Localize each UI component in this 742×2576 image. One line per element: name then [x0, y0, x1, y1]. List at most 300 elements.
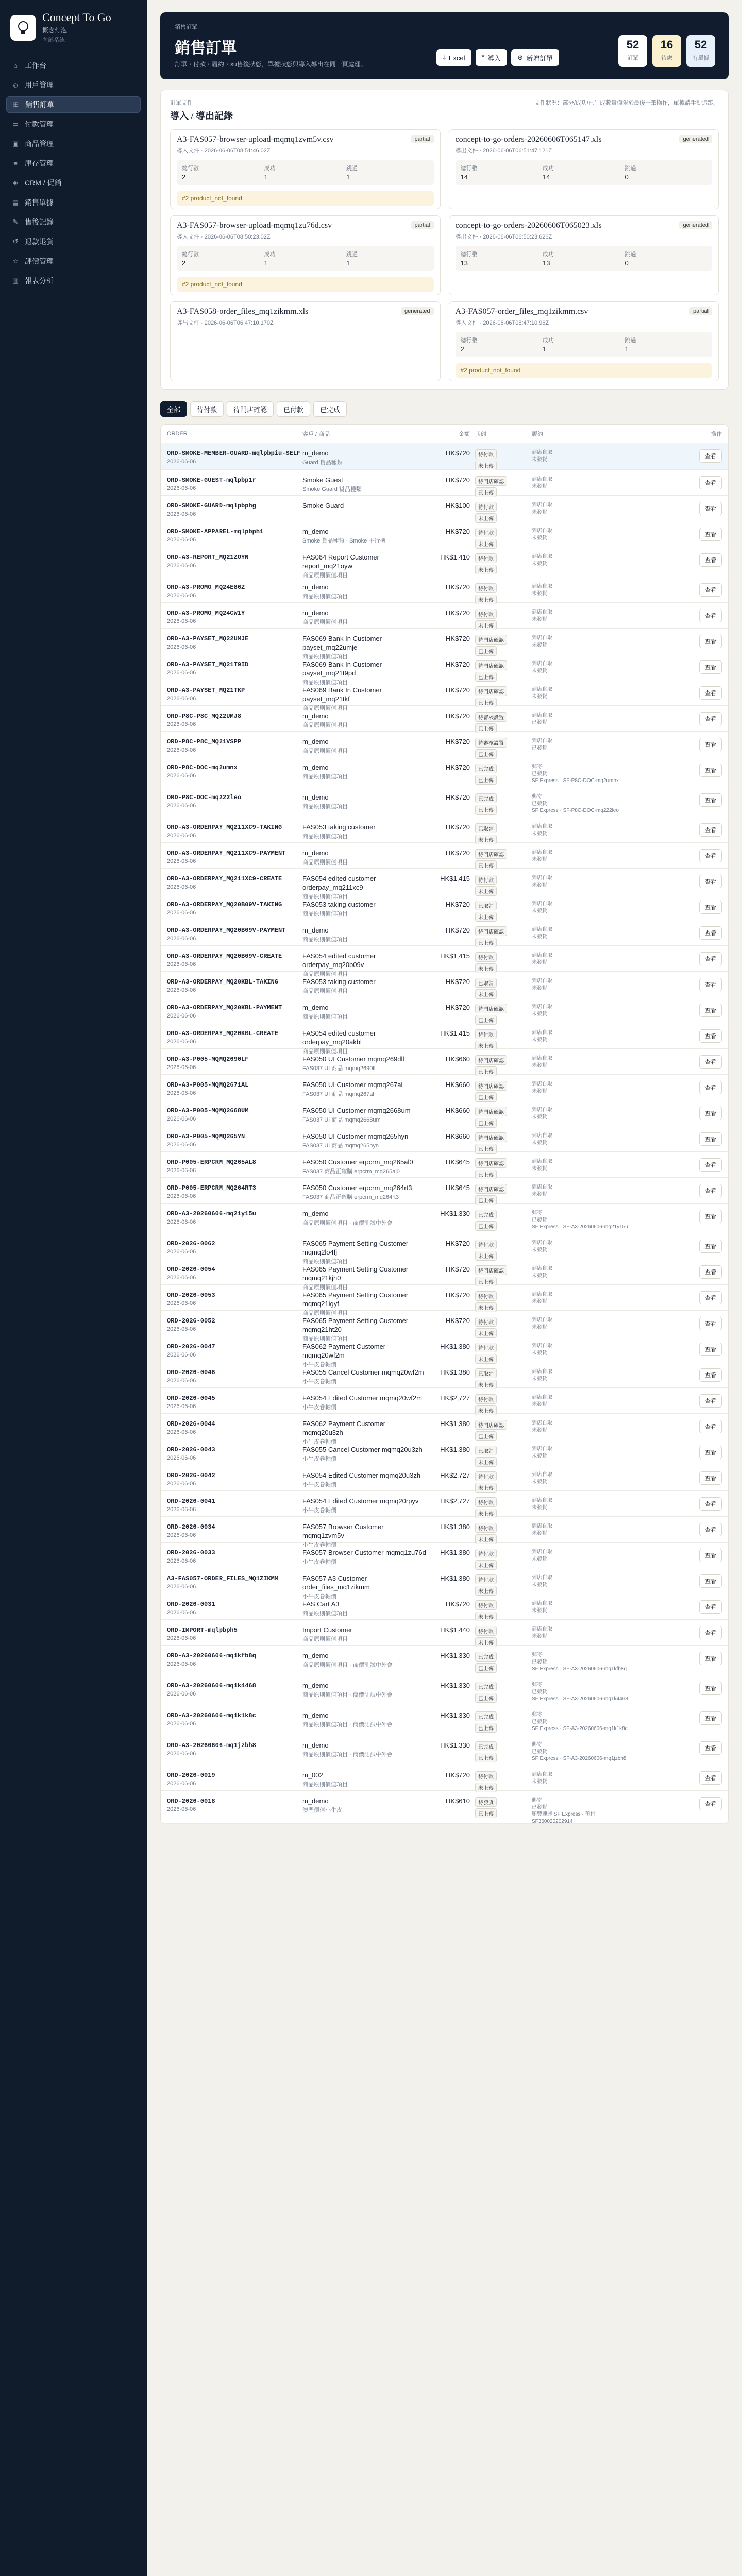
status-badge: 未上傳 — [475, 1041, 497, 1050]
order-number[interactable]: ORD-A3-20260606-mq1k1k8c — [167, 1712, 256, 1719]
view-order-button[interactable]: 查看 — [699, 1626, 722, 1639]
order-number[interactable]: ORD-A3-ORDERPAY_MQ20B09V-TAKING — [167, 901, 282, 908]
order-cell — [161, 470, 302, 492]
view-order-button[interactable]: 查看 — [699, 1549, 722, 1562]
order-number[interactable]: ORD-A3-20260606-mq1k4468 — [167, 1682, 256, 1689]
table-row — [161, 1543, 728, 1568]
order-number[interactable]: ORD-P005-ERPCRM_MQ265AL8 — [167, 1159, 256, 1166]
customer-name: m_demo — [302, 849, 329, 857]
fulfilment-line: 到店自取 — [532, 1626, 552, 1632]
view-order-button[interactable]: 查看 — [699, 849, 722, 862]
stat-cell — [461, 164, 543, 181]
file-error: #2 product_not_found — [456, 363, 713, 378]
order-amount: HK$720 — [446, 712, 470, 720]
product-summary: 澳門價值小牛皮 — [302, 1807, 342, 1814]
home-icon: ⌂ — [13, 61, 18, 70]
sidebar-item-4[interactable] — [6, 135, 141, 152]
stat-value: 1 — [346, 173, 350, 181]
view-order-button[interactable]: 查看 — [699, 553, 722, 567]
status-badge: 待付款 — [475, 583, 497, 593]
view-order-button[interactable]: 查看 — [699, 1029, 722, 1043]
customer-cell — [302, 470, 426, 493]
tab-2[interactable]: 待門店確認 — [227, 401, 274, 417]
view-order-button[interactable]: 查看 — [699, 1652, 722, 1665]
action-cell — [655, 894, 728, 914]
status-badge: 待門店確認 — [475, 660, 507, 670]
order-number[interactable]: ORD-A3-20260606-mq21y15u — [167, 1210, 256, 1217]
status-badge: 待門店確認 — [475, 1081, 507, 1091]
view-order-button[interactable]: 查看 — [699, 1471, 722, 1485]
col-actions: 操作 — [711, 431, 722, 437]
order-number[interactable]: ORD-SMOKE-MEMBER-GUARD-mqlpbpiu-SELF — [167, 450, 301, 457]
order-amount: HK$1,380 — [440, 1343, 470, 1350]
order-cell — [161, 1259, 302, 1281]
order-number[interactable]: ORD-2026-0044 — [167, 1420, 215, 1428]
table-row — [161, 706, 728, 732]
status-badge: 未上傳 — [475, 1405, 497, 1415]
status-badge: 已上傳 — [475, 646, 497, 656]
order-number[interactable]: ORD-A3-P005-MQMQ2671AL — [167, 1081, 249, 1089]
status-cell — [475, 1178, 532, 1207]
brand — [0, 0, 147, 52]
order-date: 2026-06-06 — [167, 1806, 196, 1813]
view-order-button[interactable]: 查看 — [699, 660, 722, 674]
status-badge: 已上傳 — [475, 1221, 497, 1231]
view-order-button[interactable]: 查看 — [699, 738, 722, 751]
tab-1[interactable]: 待付款 — [190, 401, 224, 417]
table-row — [161, 680, 728, 711]
panel-title: 導入 / 導出記錄 — [170, 111, 233, 121]
order-number[interactable]: ORD-P8C-P8C_MQ21VSPP — [167, 738, 242, 745]
fulfilment-line: 到店自取 — [532, 1081, 552, 1087]
view-order-button[interactable]: 查看 — [699, 1240, 722, 1253]
view-order-button[interactable]: 查看 — [699, 609, 722, 622]
status-cell — [475, 1204, 532, 1232]
view-order-button[interactable]: 查看 — [699, 952, 722, 965]
product-summary: FAS037 UI 商品 mqmq267al — [302, 1091, 374, 1097]
fulfilment-line: 未發貨 — [532, 483, 547, 489]
order-number[interactable]: ORD-P8C-DOC-mq2umnx — [167, 764, 238, 771]
table-row — [161, 1568, 728, 1600]
order-amount: HK$100 — [446, 502, 470, 510]
fulfilment-line: 到店自取 — [532, 609, 552, 615]
view-order-button[interactable]: 查看 — [699, 449, 722, 463]
order-number[interactable]: ORD-2026-0031 — [167, 1601, 215, 1608]
status-badge: 待付款 — [475, 1029, 497, 1039]
fulfilment-line: 到店自取 — [532, 850, 552, 855]
product-summary: Smoke 貨品種類 · Smoke 平行機 — [302, 537, 386, 544]
order-number[interactable]: ORD-2026-0018 — [167, 1798, 215, 1805]
file-name: concept-to-go-orders-20260606T065023.xls — [455, 221, 602, 230]
view-order-button[interactable]: 查看 — [699, 1682, 722, 1695]
order-number[interactable]: ORD-A3-P005-MQMQ265YN — [167, 1133, 245, 1140]
order-date: 2026-06-06 — [167, 670, 196, 676]
import-button[interactable]: ⤒ 導入 — [476, 49, 508, 66]
page-subtitle: 訂單・付款・履約・su售後狀態，單據狀態與導入導出在同一頁處理。 — [175, 61, 367, 68]
status-cell — [475, 1100, 532, 1129]
order-number[interactable]: A3-FAS057-ORDER_FILES_MQ1ZIKMM — [167, 1575, 279, 1582]
fulfilment-cell — [532, 757, 655, 785]
status-cell — [475, 547, 532, 576]
table-row — [161, 869, 728, 900]
sidebar-item-label: 銷售單據 — [25, 198, 54, 207]
panel-note: 文件狀況：部分/成功/已生成數量僅限於最後一筆操作，單據請手動追蹤。 — [534, 100, 719, 106]
order-date: 2026-06-06 — [167, 1116, 196, 1123]
view-order-button[interactable]: 查看 — [699, 1291, 722, 1304]
stat-value: 14 — [543, 173, 550, 181]
view-order-button[interactable]: 查看 — [699, 1343, 722, 1356]
stat-label: 跳過 — [346, 251, 358, 258]
status-cell — [475, 1791, 532, 1820]
view-order-button[interactable]: 查看 — [699, 1055, 722, 1069]
table-row — [161, 1646, 728, 1675]
stat-cell — [543, 164, 625, 181]
action-cell — [655, 654, 728, 674]
status-badge: 待門店確認 — [475, 926, 507, 936]
sidebar-item-9[interactable] — [6, 233, 141, 250]
order-number[interactable]: ORD-2026-0043 — [167, 1446, 215, 1453]
fulfilment-cell — [532, 787, 655, 815]
fulfilment-cell — [532, 1465, 655, 1485]
status-badge: 未上傳 — [475, 1457, 497, 1467]
status-badge: 待付款 — [475, 553, 497, 563]
file-status-tag: partial — [689, 307, 712, 315]
view-order-button[interactable]: 查看 — [699, 764, 722, 777]
customer-name: FAS055 Cancel Customer mqmq20u3zh — [302, 1446, 423, 1453]
order-number[interactable]: ORD-SMOKE-GUEST-mqlpbp1r — [167, 477, 256, 484]
order-number[interactable]: ORD-A3-ORDERPAY_MQ20B09V-PAYMENT — [167, 927, 286, 934]
status-badge: 待門店確認 — [475, 686, 507, 696]
view-order-button[interactable]: 查看 — [699, 1158, 722, 1172]
order-number[interactable]: ORD-2026-0034 — [167, 1523, 215, 1531]
product-summary: 小牛皮卷軸價 — [302, 1404, 336, 1411]
order-number[interactable]: ORD-A3-PAYSET_MQ21TKP — [167, 687, 245, 694]
order-cell — [161, 787, 302, 809]
customer-name: m_demo — [302, 1711, 329, 1719]
customer-cell — [302, 1362, 426, 1385]
order-amount: HK$720 — [446, 635, 470, 642]
view-order-button[interactable]: 查看 — [699, 823, 722, 837]
action-cell — [655, 547, 728, 567]
order-number[interactable]: ORD-SMOKE-APPAREL-mqlpbph1 — [167, 528, 264, 535]
customer-name: m_demo — [302, 1682, 329, 1689]
order-amount: HK$645 — [446, 1158, 470, 1166]
status-badge: 已上傳 — [475, 1195, 497, 1205]
view-order-button[interactable]: 查看 — [699, 1184, 722, 1197]
order-amount: HK$1,380 — [440, 1574, 470, 1582]
order-number[interactable]: ORD-A3-PROMO_MQ24E86Z — [167, 584, 245, 591]
stack-icon: ≡ — [13, 159, 18, 167]
order-number[interactable]: ORD-2026-0045 — [167, 1395, 215, 1402]
export-excel-button[interactable]: ⤓ Excel — [436, 49, 471, 66]
customer-name: FAS050 UI Customer mqmq2668um — [302, 1107, 411, 1114]
view-order-button[interactable]: 查看 — [699, 978, 722, 991]
fulfilment-cell — [532, 706, 655, 726]
stat-cell — [264, 164, 347, 181]
view-order-button[interactable]: 查看 — [699, 1132, 722, 1146]
view-order-button[interactable]: 查看 — [699, 1771, 722, 1785]
status-badge: 已上傳 — [475, 1170, 497, 1179]
customer-cell — [302, 1152, 426, 1175]
order-number[interactable]: ORD-2026-0052 — [167, 1317, 215, 1325]
order-cell — [161, 1414, 302, 1435]
kpi-with-docs: 52 有單據 — [686, 35, 715, 67]
product-summary: 商品原則價值項目 — [302, 1258, 348, 1265]
view-order-button[interactable]: 查看 — [699, 1523, 722, 1536]
status-badge: 已上傳 — [475, 723, 497, 733]
fulfilment-line: 到店自取 — [532, 1772, 552, 1777]
sidebar-item-5[interactable] — [6, 155, 141, 172]
fulfilment-cell — [532, 1100, 655, 1121]
status-cell — [475, 496, 532, 524]
order-number[interactable]: ORD-IMPORT-mqlpbph5 — [167, 1626, 238, 1634]
action-cell — [655, 972, 728, 991]
view-order-button[interactable]: 查看 — [699, 476, 722, 489]
customer-cell — [302, 1646, 426, 1669]
status-cell — [475, 1023, 532, 1052]
table-header — [161, 425, 728, 443]
order-number[interactable]: ORD-A3-ORDERPAY_MQ211XC9-CREATE — [167, 875, 282, 883]
fulfilment-cell — [532, 1023, 655, 1043]
order-number[interactable]: ORD-A3-ORDERPAY_MQ211XC9-TAKING — [167, 824, 282, 831]
order-date: 2026-06-06 — [167, 1219, 196, 1226]
new-order-button[interactable]: ⊕ 新增訂單 — [511, 49, 559, 66]
view-order-button[interactable]: 查看 — [699, 528, 722, 541]
order-amount: HK$720 — [446, 978, 470, 986]
order-cell — [161, 577, 302, 599]
table-row — [161, 1675, 728, 1705]
view-order-button[interactable]: 查看 — [699, 1210, 722, 1223]
view-order-button[interactable]: 查看 — [699, 1004, 722, 1017]
stat-value: 2 — [460, 345, 464, 353]
order-amount: HK$1,380 — [440, 1420, 470, 1428]
order-number[interactable]: ORD-A3-P005-MQMQ2668UM — [167, 1107, 249, 1114]
view-order-button[interactable]: 查看 — [699, 1600, 722, 1614]
order-number[interactable]: ORD-P005-ERPCRM_MQ264RT3 — [167, 1184, 256, 1192]
status-badge: 未上傳 — [475, 1483, 497, 1493]
brand-subtitle: 概念灯泡 — [42, 27, 68, 35]
order-amount: HK$720 — [446, 1600, 470, 1608]
order-number[interactable]: ORD-2026-0041 — [167, 1498, 215, 1505]
view-order-button[interactable]: 查看 — [699, 686, 722, 700]
customer-cell — [302, 1594, 426, 1617]
order-date: 2026-06-06 — [167, 1781, 196, 1787]
stat-label: 總行數 — [460, 251, 478, 258]
fulfilment-cell — [532, 1765, 655, 1785]
status-badge: 待付款 — [475, 1394, 497, 1404]
view-order-button[interactable]: 查看 — [699, 1081, 722, 1094]
view-order-button[interactable]: 查看 — [699, 901, 722, 914]
file-card-info — [177, 307, 308, 327]
action-cell — [655, 443, 728, 463]
view-order-button[interactable]: 查看 — [699, 793, 722, 807]
fulfilment-line: 未發貨 — [532, 985, 547, 991]
view-order-button[interactable]: 查看 — [699, 1317, 722, 1330]
view-order-button[interactable]: 查看 — [699, 1797, 722, 1810]
order-date: 2026-06-06 — [167, 961, 196, 968]
order-number[interactable]: ORD-A3-ORDERPAY_MQ20KBL-PAYMENT — [167, 1004, 282, 1011]
status-cell — [475, 1414, 532, 1443]
view-order-button[interactable]: 查看 — [699, 926, 722, 940]
file-card-info — [456, 135, 602, 155]
order-cell — [161, 1152, 302, 1174]
fulfilment-line: 未發貨 — [532, 1582, 547, 1588]
order-cell — [161, 1765, 302, 1787]
view-order-button[interactable]: 查看 — [699, 583, 722, 597]
order-amount: HK$1,415 — [440, 1029, 470, 1037]
download-icon: ⤓ — [443, 54, 446, 61]
order-date: 2026-06-06 — [167, 858, 196, 865]
order-cell — [161, 680, 302, 702]
status-badge: 未上傳 — [475, 1586, 497, 1596]
customer-name: FAS054 Edited Customer mqmq20wf2m — [302, 1394, 422, 1402]
view-order-button[interactable]: 查看 — [699, 1420, 722, 1433]
order-number[interactable]: ORD-A3-P005-MQMQ2690LF — [167, 1056, 249, 1063]
order-number[interactable]: ORD-A3-PROMO_MQ24CW1Y — [167, 609, 245, 617]
fulfilment-cell — [532, 869, 655, 889]
view-order-button[interactable]: 查看 — [699, 875, 722, 888]
status-badge: 未上傳 — [475, 1354, 497, 1364]
product-summary: Smoke Guard 貨品種類 — [302, 486, 362, 493]
order-number[interactable]: ORD-A3-PAYSET_MQ22UMJE — [167, 635, 249, 642]
stat-label: 成功 — [543, 165, 554, 172]
view-order-button[interactable]: 查看 — [699, 1574, 722, 1588]
view-order-button[interactable]: 查看 — [699, 635, 722, 648]
tab-3[interactable]: 已付款 — [277, 401, 310, 417]
order-number[interactable]: ORD-2026-0033 — [167, 1549, 215, 1556]
fulfilment-line: 已發貨 — [532, 745, 547, 751]
order-number[interactable]: ORD-2026-0042 — [167, 1472, 215, 1479]
file-card-header — [456, 135, 713, 155]
fulfilment-line: SF Express · SF-A3-20260606-mq1k1k8c — [532, 1726, 628, 1732]
customer-name: FAS050 UI Customer mqmq265hyn — [302, 1132, 409, 1140]
action-cell — [655, 1049, 728, 1069]
status-badge: 未上傳 — [475, 620, 497, 630]
order-number[interactable]: ORD-2026-0062 — [167, 1240, 215, 1247]
table-row — [161, 843, 728, 869]
fulfilment-cell — [532, 680, 655, 700]
tab-0[interactable]: 全部 — [160, 401, 187, 417]
product-summary: 小牛皮卷軸價 — [302, 1593, 336, 1600]
cart-icon: ⊞ — [13, 100, 19, 109]
sidebar-item-label: 用戶管理 — [25, 81, 54, 90]
file-name: A3-FAS057-browser-upload-mqmq1zu76d.csv — [177, 221, 332, 230]
stat-cell — [625, 250, 707, 267]
order-number[interactable]: ORD-2026-0047 — [167, 1343, 215, 1350]
order-date: 2026-06-06 — [167, 987, 196, 994]
sidebar-item-6[interactable] — [6, 175, 141, 191]
order-number[interactable]: ORD-2026-0054 — [167, 1266, 215, 1273]
view-order-button[interactable]: 查看 — [699, 712, 722, 725]
order-number[interactable]: ORD-A3-20260606-mq1kfb8q — [167, 1652, 256, 1659]
fulfilment-line: 到店自取 — [532, 1133, 552, 1139]
order-number[interactable]: ORD-A3-PAYSET_MQ21T9ID — [167, 661, 249, 668]
view-order-button[interactable]: 查看 — [699, 1711, 722, 1725]
action-cell — [655, 1233, 728, 1253]
customer-cell — [302, 972, 426, 995]
order-number[interactable]: ORD-A3-ORDERPAY_MQ20B09V-CREATE — [167, 953, 282, 960]
order-date: 2026-06-06 — [167, 1403, 196, 1410]
product-summary: 商品原則價值項目 — [302, 936, 348, 943]
sidebar-item-11[interactable] — [6, 273, 141, 289]
view-order-button[interactable]: 查看 — [699, 1107, 722, 1120]
order-number[interactable]: ORD-2026-0019 — [167, 1772, 215, 1779]
table-row — [161, 1791, 728, 1824]
sidebar-item-0[interactable] — [6, 57, 141, 74]
product-summary: 商品原則價值項目 — [302, 971, 348, 977]
fulfilment-line: 到店自取 — [532, 1343, 552, 1349]
view-order-button[interactable]: 查看 — [699, 1741, 722, 1755]
status-cell — [475, 603, 532, 632]
action-cell — [655, 843, 728, 862]
view-order-button[interactable]: 查看 — [699, 1368, 722, 1382]
sidebar-item-10[interactable] — [6, 253, 141, 269]
action-cell — [655, 1594, 728, 1614]
fulfilment-line: 到店自取 — [532, 1395, 552, 1400]
stat-cell — [182, 164, 264, 181]
fulfilment-line: 到店自取 — [532, 554, 552, 560]
order-amount: HK$660 — [446, 1132, 470, 1140]
table-row — [161, 972, 728, 997]
order-number[interactable]: ORD-A3-ORDERPAY_MQ20KBL-CREATE — [167, 1030, 279, 1037]
order-amount: HK$610 — [446, 1797, 470, 1805]
fulfilment-line: 未發貨 — [532, 693, 547, 700]
order-number[interactable]: ORD-2026-0053 — [167, 1292, 215, 1299]
file-meta: 導出文件 · 2026-06-06T06:47:10.170Z — [177, 320, 274, 326]
fulfilment-line: 未發貨 — [532, 668, 547, 674]
order-number[interactable]: ORD-P8C-P8C_MQ22UMJ8 — [167, 713, 242, 720]
status-cell — [475, 1543, 532, 1571]
action-cell — [655, 470, 728, 489]
status-badge: 待付款 — [475, 1240, 497, 1249]
tab-4[interactable]: 已完成 — [313, 401, 347, 417]
table-row — [161, 521, 728, 547]
view-order-button[interactable]: 查看 — [699, 1265, 722, 1279]
sidebar-item-2[interactable] — [6, 96, 141, 113]
file-error: #2 product_not_found — [177, 191, 434, 206]
view-order-button[interactable]: 查看 — [699, 1394, 722, 1408]
status-cell — [475, 654, 532, 683]
order-number[interactable]: ORD-2026-0046 — [167, 1369, 215, 1376]
order-number[interactable]: ORD-SMOKE-GUARD-mqlpbphg — [167, 502, 256, 510]
sidebar-item-1[interactable] — [6, 77, 141, 93]
order-number[interactable]: ORD-A3-REPORT_MQ21ZOYN — [167, 554, 249, 561]
order-number[interactable]: ORD-P8C-DOC-mq222leo — [167, 794, 242, 801]
customer-name: FAS053 taking customer — [302, 823, 376, 831]
order-number[interactable]: ORD-A3-ORDERPAY_MQ20KBL-TAKING — [167, 978, 279, 986]
order-number[interactable]: ORD-A3-20260606-mq1jzbh8 — [167, 1742, 256, 1749]
order-cell — [161, 1233, 302, 1255]
status-cell — [475, 997, 532, 1026]
view-order-button[interactable]: 查看 — [699, 502, 722, 515]
sidebar-item-8[interactable] — [6, 214, 141, 230]
order-amount: HK$720 — [446, 1004, 470, 1011]
sidebar-item-3[interactable] — [6, 116, 141, 132]
order-cell — [161, 1075, 302, 1096]
fulfilment-cell — [532, 1414, 655, 1434]
order-date: 2026-06-06 — [167, 1326, 196, 1333]
fulfilment-line: 到店自取 — [532, 661, 552, 667]
sidebar-item-7[interactable] — [6, 194, 141, 211]
order-amount: HK$720 — [446, 660, 470, 668]
customer-name: FAS062 Payment Customer mqmq20u3zh — [302, 1420, 386, 1436]
order-number[interactable]: ORD-A3-ORDERPAY_MQ211XC9-PAYMENT — [167, 850, 286, 857]
brand-logo[interactable] — [10, 15, 36, 41]
view-order-button[interactable]: 查看 — [699, 1497, 722, 1511]
product-summary: 商品原則價值項目 — [302, 619, 348, 625]
order-cell — [161, 1465, 302, 1487]
view-order-button[interactable]: 查看 — [699, 1446, 722, 1459]
